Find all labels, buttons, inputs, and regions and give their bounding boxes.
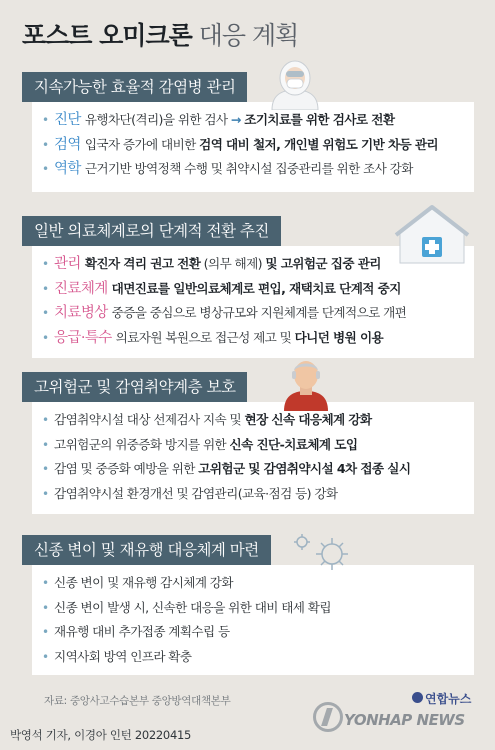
row-text: 신종 변이 및 재유행 감시체계 강화 bbox=[54, 575, 233, 590]
bullet-icon: • bbox=[42, 462, 49, 477]
row-text: 의료자원 복원으로 접근성 제고 및 bbox=[115, 329, 295, 345]
row-key: 진단 bbox=[54, 112, 81, 128]
row-text: 입국자 증가에 대비한 bbox=[84, 136, 200, 152]
row-text-bold: 현장 신속 대응체계 강화 bbox=[244, 412, 372, 427]
row-text-bold: 대면진료를 일반의료체계로 편입, 재택치료 단계적 중지 bbox=[111, 280, 401, 296]
section-body bbox=[32, 565, 474, 675]
section-body bbox=[32, 102, 474, 192]
row-key: 관리 bbox=[54, 256, 81, 272]
bullet-icon: • bbox=[42, 113, 49, 127]
source-note: 자료: 중앙사고수습본부 중앙방역대책본부 bbox=[44, 695, 231, 707]
list-item bbox=[42, 301, 464, 326]
section-body bbox=[32, 402, 474, 514]
row-text-bold: 신속 진단-치료체계 도입 bbox=[229, 436, 358, 452]
list-item bbox=[42, 620, 464, 645]
row-text: (의무 해제) bbox=[200, 256, 266, 271]
section-header: 지속가능한 효율적 감염병 관리 bbox=[22, 72, 247, 102]
row-text: 유행차단(격리)을 위한 검사 bbox=[84, 112, 231, 127]
row-text: 지역사회 방역 인프라 확충 bbox=[54, 648, 192, 664]
list-item bbox=[42, 157, 464, 182]
row-text-bold: 확진자 격리 권고 전환 bbox=[84, 256, 201, 271]
section-high-risk bbox=[22, 372, 474, 512]
row-text: 근거기반 방역정책 수행 및 취약시설 집중관리를 위한 조사 강화 bbox=[84, 161, 413, 177]
bullet-icon: • bbox=[42, 257, 49, 271]
row-key: 검역 bbox=[54, 136, 81, 153]
row-text-bold: 및 고위험군 집중 관리 bbox=[265, 256, 381, 271]
bullet-icon: • bbox=[42, 137, 49, 152]
row-text: 감염취약시설 환경개선 및 감염관리(교육·점검 등) 강화 bbox=[54, 485, 338, 501]
elderly-person-icon bbox=[278, 353, 334, 411]
row-text: 감염취약시설 대상 선제검사 지속 및 bbox=[54, 412, 245, 427]
logo-korean: 연합뉴스 bbox=[425, 692, 472, 706]
bullet-icon: • bbox=[42, 330, 49, 345]
section-header: 고위험군 및 감염취약계층 보호 bbox=[22, 372, 247, 402]
bullet-icon: • bbox=[42, 576, 49, 590]
virus-icon bbox=[286, 530, 356, 580]
row-key: 진료체계 bbox=[54, 280, 108, 297]
list-item bbox=[42, 482, 464, 507]
bullet-icon: • bbox=[42, 649, 49, 664]
list-item bbox=[42, 326, 464, 351]
row-text-bold: 고위험군 및 감염취약시설 4차 접종 실시 bbox=[198, 461, 411, 477]
medical-worker-icon bbox=[266, 58, 324, 110]
row-text: 감염 및 중증화 예방을 위한 bbox=[54, 461, 199, 477]
row-text: 중증을 중심으로 병상규모와 지원체계를 단계적으로 개편 bbox=[111, 305, 407, 321]
list-item bbox=[42, 408, 464, 433]
list-item bbox=[42, 571, 464, 596]
bullet-icon: • bbox=[42, 625, 49, 640]
list-item bbox=[42, 596, 464, 621]
credit-line: 박영석 기자, 이경아 인턴 20220415 bbox=[10, 728, 191, 742]
yonhap-watermark-icon bbox=[313, 702, 343, 732]
bullet-icon: • bbox=[42, 600, 49, 615]
row-text-bold: 다니던 병원 이용 bbox=[294, 329, 384, 345]
arrow-right-icon: → bbox=[230, 112, 241, 127]
bullet-icon: • bbox=[42, 413, 49, 427]
row-key: 치료병상 bbox=[54, 305, 108, 322]
list-item bbox=[42, 108, 464, 133]
bullet-icon: • bbox=[42, 437, 49, 452]
list-item bbox=[42, 277, 464, 302]
bullet-icon: • bbox=[42, 486, 49, 501]
list-item bbox=[42, 645, 464, 670]
row-text: 고위험군의 위중증화 방지를 위한 bbox=[54, 436, 230, 452]
section-infection-control bbox=[22, 72, 474, 200]
section-header: 신종 변이 및 재유행 대응체계 마련 bbox=[22, 535, 271, 565]
title-light: 대응 계획 bbox=[198, 21, 299, 50]
list-item bbox=[42, 133, 464, 158]
row-key: 역학 bbox=[54, 161, 81, 178]
bullet-icon: • bbox=[42, 162, 49, 177]
row-key: 응급·특수 bbox=[54, 329, 112, 346]
row-text: 신종 변이 발생 시, 신속한 대응을 위한 대비 태세 확립 bbox=[54, 599, 331, 615]
logo-english: YONHAP NEWS bbox=[344, 711, 465, 729]
bullet-icon: • bbox=[42, 306, 49, 321]
page-title bbox=[22, 16, 298, 52]
section-variant-response bbox=[22, 535, 474, 675]
title-bold: 포스트 오미크론 bbox=[22, 21, 192, 50]
row-text: 재유행 대비 추가접종 계획수립 등 bbox=[54, 624, 230, 640]
section-header: 일반 의료체계로의 단계적 전환 추진 bbox=[22, 216, 281, 246]
list-item bbox=[42, 433, 464, 458]
list-item bbox=[42, 457, 464, 482]
hospital-icon bbox=[394, 203, 470, 265]
row-text-bold: 검역 대비 철저, 개인별 위험도 기반 차등 관리 bbox=[199, 136, 438, 152]
yonhap-logo-icon bbox=[412, 692, 423, 703]
bullet-icon: • bbox=[42, 281, 49, 296]
row-text-bold: 조기치료를 위한 검사로 전환 bbox=[244, 112, 395, 127]
